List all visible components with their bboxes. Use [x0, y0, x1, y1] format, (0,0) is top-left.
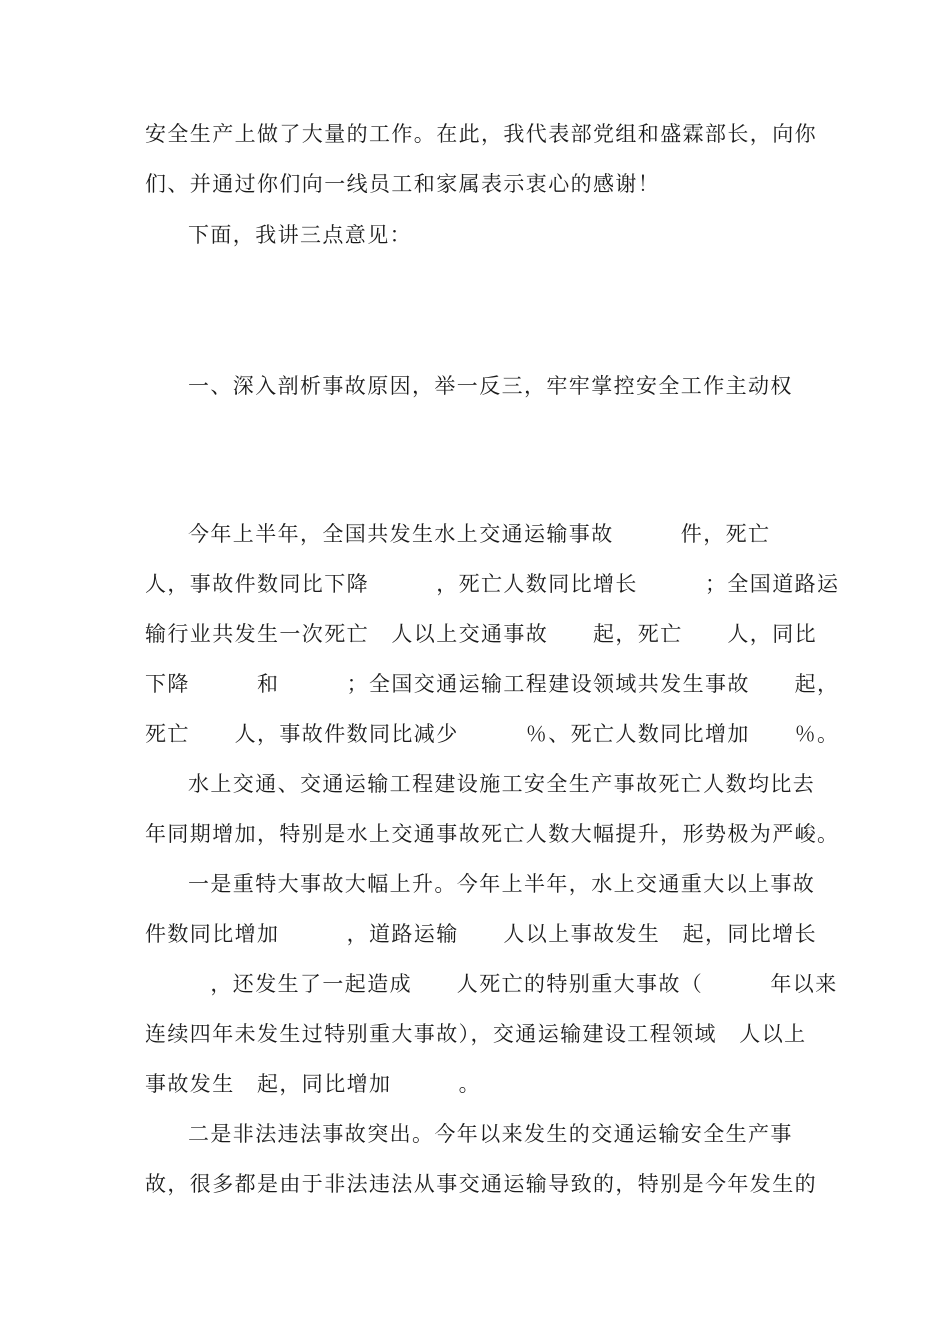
paragraph-line: 们、并通过你们向一线员工和家属表示衷心的感谢！	[145, 172, 661, 196]
paragraph-line: 事故发生 起，同比增加 。	[145, 1072, 481, 1096]
paragraph-line: ，还发生了一起造成 人死亡的特别重大事故（ 年以来	[188, 972, 838, 996]
paragraph-line: 安全生产上做了大量的工作。在此，我代表部党组和盛霖部长，向你	[145, 122, 817, 146]
paragraph-line: 年同期增加，特别是水上交通事故死亡人数大幅提升，形势极为严峻。	[145, 822, 840, 846]
paragraph-line: 今年上半年，全国共发生水上交通运输事故 件，死亡	[188, 522, 771, 546]
paragraph-line: 输行业共发生一次死亡 人以上交通事故 起，死亡 人，同比	[145, 622, 817, 646]
paragraph-line: 一是重特大事故大幅上升。今年上半年，水上交通重大以上事故	[188, 872, 816, 896]
paragraph-line: 下降 和 ；全国交通运输工程建设领域共发生事故 起，	[145, 672, 840, 696]
paragraph-line: 二是非法违法事故突出。今年以来发生的交通运输安全生产事	[188, 1122, 793, 1146]
paragraph-line: 下面，我讲三点意见：	[188, 223, 412, 247]
paragraph-line: 连续四年未发生过特别重大事故），交通运输建设工程领域 人以上	[145, 1022, 807, 1046]
paragraph-line: 人，事故件数同比下降 ，死亡人数同比增长 ；全国道路运	[145, 572, 840, 596]
paragraph-line: 件数同比增加 ，道路运输 人以上事故发生 起，同比增长	[145, 922, 817, 946]
paragraph-line: 死亡 人，事故件数同比减少 ％、死亡人数同比增加 ％。	[145, 722, 840, 746]
paragraph-line: 故，很多都是由于非法违法从事交通运输导致的，特别是今年发生的	[145, 1172, 817, 1196]
section-heading: 一、深入剖析事故原因，举一反三，牢牢掌控安全工作主动权	[188, 374, 793, 398]
paragraph-line: 水上交通、交通运输工程建设施工安全生产事故死亡人数均比去	[188, 772, 816, 796]
